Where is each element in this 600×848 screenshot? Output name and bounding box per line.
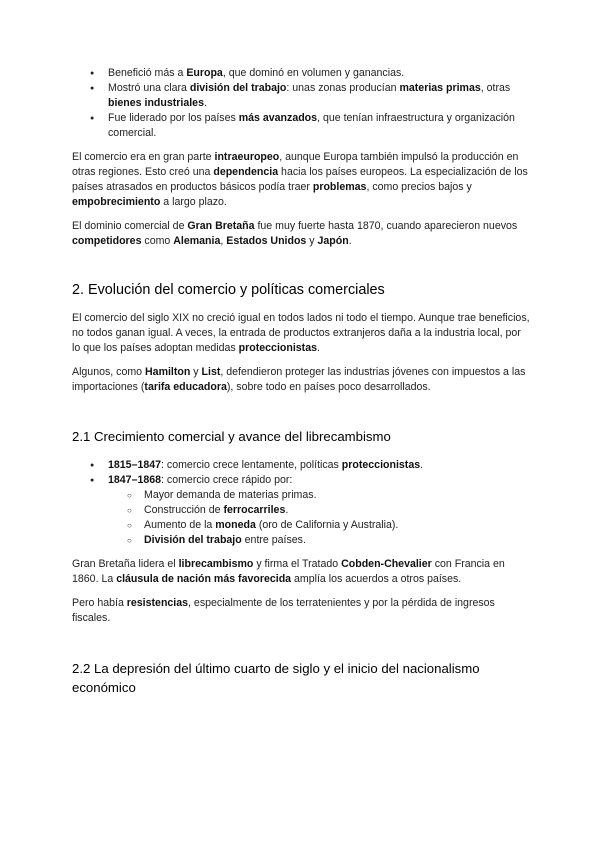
- period-bullet-list: [72, 458, 530, 548]
- section-2-heading: 2. Evolución del comercio y políticas comerciales: [72, 282, 385, 298]
- paragraph-british-dominance: El dominio comercial de Gran Bretaña fue muy fuerte hasta 1870, cuando aparecieron nuevos competidores como Alemania, Estados Unidos y Japón.: [72, 220, 518, 247]
- growth-causes-sublist: [72, 488, 530, 548]
- list-item: ● Benefició más a Europa, que dominó en volumen y ganancias.: [72, 66, 530, 81]
- paragraph-intraeuropean-trade: El comercio era en gran parte intraeuropeo, aunque Europa también impulsó la producción en otras regiones. Esto creó una dependencia hacia los países europeos. La especialización de los países atrasados en productos básicos podía traer problemas, como precios bajos y empobrecimiento a largo plazo.: [72, 151, 528, 208]
- sublist-item: ○ División del trabajo entre países.: [72, 533, 530, 548]
- paragraph-free-trade: Gran Bretaña lidera el librecambismo y firma el Tratado Cobden-Chevalier con Francia en 1860. La cláusula de nación más favorecida amplía los acuerdos a otros países.: [72, 558, 505, 585]
- section-2-1-heading: 2.1 Crecimiento comercial y avance del librecambismo: [72, 429, 391, 444]
- paragraph-infant-industry: Algunos, como Hamilton y List, defendieron proteger las industrias jóvenes con impuestos a las importaciones (tarifa educadora), sobre todo en países poco desarrollados.: [72, 366, 526, 393]
- list-item: ● Fue liderado por los países más avanzados, que tenían infraestructura y organización comercial.: [72, 111, 530, 141]
- intro-bullet-list: [72, 66, 530, 141]
- sublist-item: ○ Construcción de ferrocarriles.: [72, 503, 530, 518]
- section-2-2-heading: 2.2 La depresión del último cuarto de siglo y el inicio del nacionalismo económico: [72, 661, 480, 695]
- list-item: ● Mostró una clara división del trabajo: unas zonas producían materias primas, otras bienes industriales.: [72, 81, 530, 111]
- paragraph-uneven-growth: El comercio del siglo XIX no creció igual en todos lados ni todo el tiempo. Aunque trae beneficios, no todos ganan igual. A veces, la entrada de productos extranjeros daña a la industria local, por lo que los países adoptan medidas proteccionistas.: [72, 312, 530, 354]
- sublist-item: ○ Aumento de la moneda (oro de California y Australia).: [72, 518, 530, 533]
- sublist-item: ○ Mayor demanda de materias primas.: [72, 488, 530, 503]
- list-item: ● 1815–1847: comercio crece lentamente, políticas proteccionistas.: [72, 458, 530, 473]
- paragraph-resistances: Pero había resistencias, especialmente de los terratenientes y por la pérdida de ingresos fiscales.: [72, 597, 495, 624]
- list-item: ● 1847–1868: comercio crece rápido por: ○ Mayor demanda de materias primas. ○ Construcción de ferrocarriles. ○ Aumento de la moneda (oro de California y Australia). ○ División del trabajo entre países.: [72, 473, 530, 548]
